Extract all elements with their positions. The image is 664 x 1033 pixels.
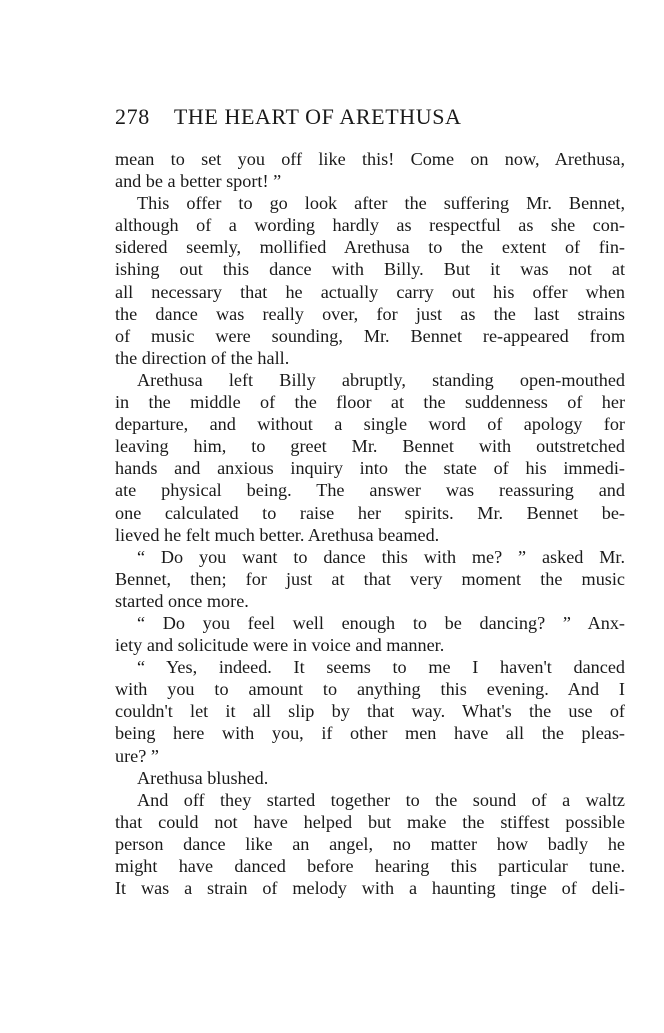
text-line: couldn't let it all slip by that way. What's the use of [115,701,625,722]
text-line: lieved he felt much better. Arethusa beamed. [115,524,440,545]
text-line: in the middle of the floor at the suddenness of her [115,392,625,413]
text-line: that could not have helped but make the stiffest possible [115,811,625,832]
text-line: Arethusa left Billy abruptly, standing open-mouthed [137,369,625,390]
text-line: the dance was really over, for just as the last strains [115,303,625,324]
text-line: It was a strain of melody with a haunting tinge of deli- [115,878,625,899]
text-line: This offer to go look after the suffering Mr. Bennet, [137,193,625,214]
text-line: although of a wording hardly as respectful as she con- [115,215,625,236]
running-title: THE HEART OF ARETHUSA [173,104,462,129]
text-line: person dance like an angel, no matter how badly he [115,833,625,854]
text-line: the direction of the hall. [115,347,290,368]
text-line: Bennet, then; for just at that very moment the music [115,568,625,589]
text-line: hands and anxious inquiry into the state of his immedi- [115,458,625,479]
running-head [115,104,535,130]
page-number: 278 [115,104,150,129]
body-text [115,148,625,899]
text-line: and be a better sport! ” [115,171,282,192]
text-line: ate physical being. The answer was reassuring and [115,480,625,501]
text-line: ishing out this dance with Billy. But it was not at [115,259,625,280]
text-line: sidered seemly, mollified Arethusa to the extent of fin- [115,237,625,258]
text-line: being here with you, if other men have all the pleas- [115,723,625,744]
text-line: ure? ” [115,745,159,766]
text-line: started once more. [115,590,249,611]
text-line: departure, and without a single word of apology for [115,414,625,435]
text-line: And off they started together to the sound of a waltz [137,789,625,810]
text-line: Arethusa blushed. [137,767,269,788]
text-line: “ Do you want to dance this with me? ” asked Mr. [137,546,625,567]
text-line: one calculated to raise her spirits. Mr. Bennet be- [115,502,625,523]
text-line: of music were sounding, Mr. Bennet re-appeared from [115,325,625,346]
text-line: all necessary that he actually carry out his offer when [115,281,625,302]
text-line: “ Do you feel well enough to be dancing? ” Anx- [137,612,625,633]
text-line: might have danced before hearing this particular tune. [115,856,625,876]
text-line: “ Yes, indeed. It seems to me I haven't danced [137,657,625,678]
text-line: mean to set you off like this! Come on now, Arethusa, [115,149,625,169]
text-line: with you to amount to anything this evening. And I [115,679,625,700]
text-line: leaving him, to greet Mr. Bennet with outstretched [115,436,625,457]
text-line: iety and solicitude were in voice and manner. [115,635,445,656]
